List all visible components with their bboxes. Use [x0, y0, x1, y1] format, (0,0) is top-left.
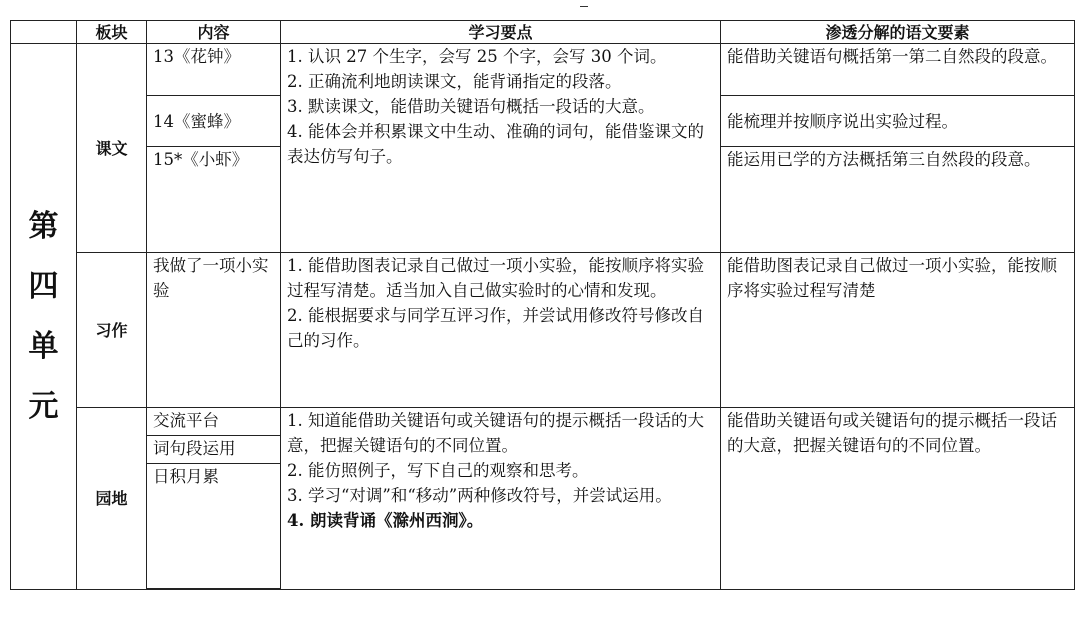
- table-row: [11, 408, 1075, 436]
- yuandi-item-1: 交流平台: [147, 408, 281, 436]
- yuandi-points: 1. 知道能借助关键语句或关键语句的提示概括一段话的大意，把握关键语句的不同位置。 2. 能仿照例子，写下自己的观察和思考。 3. 学习“对调”和“移动”两种修改符号，并尝试运用。 4. 朗读背诵《滁州西涧》。: [281, 408, 721, 590]
- yuandi-item-3: 日积月累: [147, 464, 281, 589]
- table-row: [11, 253, 1075, 408]
- top-edge-mark: [580, 0, 588, 7]
- kewen-element-2: 能梳理并按顺序说出实验过程。: [721, 96, 1075, 147]
- header-elements: 渗透分解的语文要素: [721, 21, 1075, 44]
- kewen-element-3: 能运用已学的方法概括第三自然段的段意。: [721, 147, 1075, 253]
- header-blank: [11, 21, 77, 44]
- unit-label: 第 四 单 元: [11, 44, 77, 590]
- table-row: [11, 44, 1075, 96]
- spacer-cell: [147, 589, 281, 590]
- yuandi-element: 能借助关键语句或关键语句的提示概括一段话的大意，把握关键语句的不同位置。: [721, 408, 1075, 590]
- xizuo-content: 我做了一项小实验: [147, 253, 281, 408]
- module-kewen: 课文: [77, 44, 147, 253]
- xizuo-element: 能借助图表记录自己做过一项小实验，能按顺序将实验过程写清楚: [721, 253, 1075, 408]
- lesson-13: 13《花钟》: [147, 44, 281, 96]
- header-block: 板块: [77, 21, 147, 44]
- module-yuandi: 园地: [77, 408, 147, 590]
- kewen-points: 1. 认识 27 个生字，会写 25 个字，会写 30 个词。 2. 正确流利地朗读课文，能背诵指定的段落。 3. 默读课文，能借助关键语句概括一段话的大意。 4. 能体会并积累课文中生动、准确的词句，能借鉴课文的表达仿写句子。: [281, 44, 721, 253]
- header-points: 学习要点: [281, 21, 721, 44]
- module-xizuo: 习作: [77, 253, 147, 408]
- header-row: [11, 21, 1075, 44]
- yuandi-item-2: 词句段运用: [147, 436, 281, 464]
- lesson-15: 15*《小虾》: [147, 147, 281, 253]
- header-content: 内容: [147, 21, 281, 44]
- unit-plan-table: [10, 20, 1075, 590]
- lesson-14: 14《蜜蜂》: [147, 96, 281, 147]
- xizuo-points: 1. 能借助图表记录自己做过一项小实验，能按顺序将实验过程写清楚。适当加入自己做实验时的心情和发现。 2. 能根据要求与同学互评习作，并尝试用修改符号修改自己的习作。: [281, 253, 721, 408]
- kewen-element-1: 能借助关键语句概括第一第二自然段的段意。: [721, 44, 1075, 96]
